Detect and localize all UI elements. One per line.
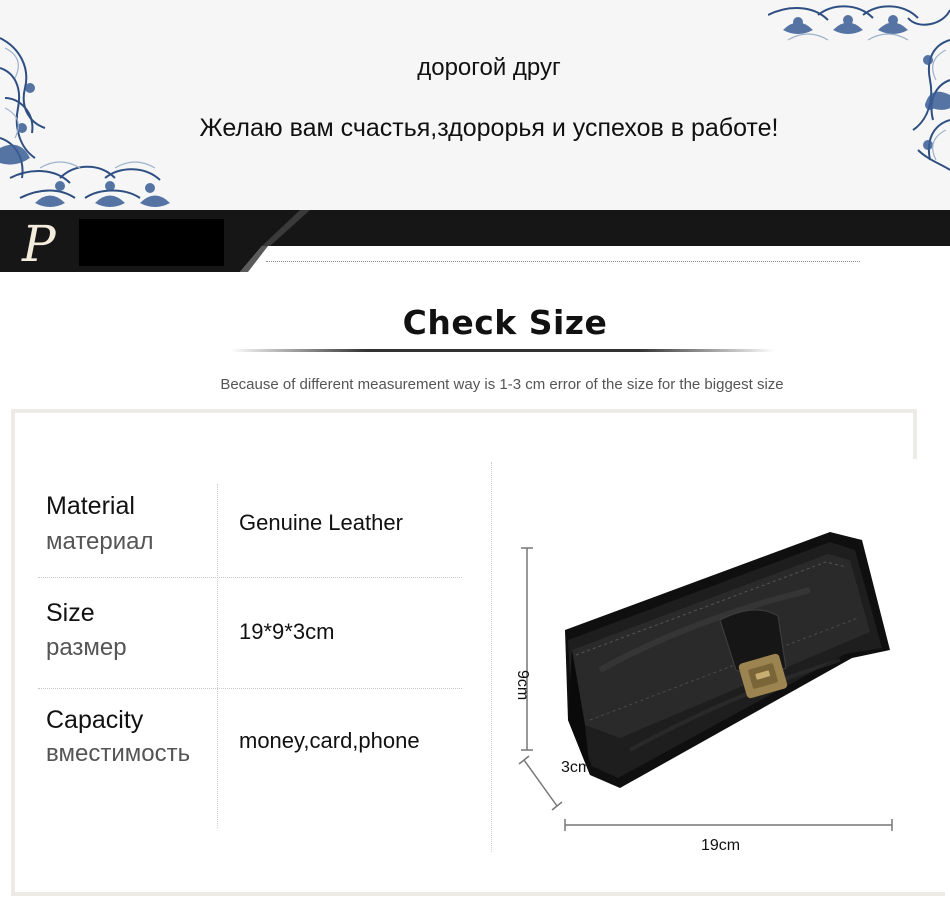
spec-row-divider [38, 577, 462, 578]
dimension-depth-label: 3cm [561, 759, 592, 776]
dimension-height-label: 9cm [514, 670, 531, 701]
brand-name-redacted [79, 219, 224, 266]
greeting-title: дорогой друг [417, 54, 561, 81]
spec-label-material: Material [46, 492, 135, 520]
wallet-photo [510, 520, 920, 850]
spec-label-capacity-ru: вместимость [46, 740, 191, 767]
title-underline [230, 349, 775, 352]
spec-label-capacity: Capacity [46, 706, 144, 734]
wallet-body [565, 532, 890, 788]
panel-corner-bottom [905, 892, 945, 896]
spec-label-material-ru: материал [46, 528, 154, 555]
spec-label-size-ru: размер [46, 634, 127, 661]
spec-value-capacity: money,card,phone [239, 728, 420, 753]
brand-logo-icon: P [22, 215, 56, 273]
size-note: Because of different measurement way is 1-3 cm error of the size for the biggest size [220, 376, 784, 393]
corner-ornament-right-icon [768, 0, 950, 180]
panel-corner-top [913, 409, 917, 459]
spec-image-divider [491, 462, 492, 852]
spec-value-size: 19*9*3cm [239, 619, 335, 644]
spec-row-divider [38, 688, 462, 689]
spec-label-size: Size [46, 599, 95, 627]
greeting-header [0, 0, 950, 212]
greeting-message: Желаю вам счастья,здорорья и успехов в работе! [199, 114, 779, 142]
section-title: Check Size [402, 303, 608, 342]
depth-dimension-line [519, 756, 562, 810]
banner-divider [266, 261, 860, 262]
width-dimension-line [565, 819, 892, 831]
spec-value-material: Genuine Leather [239, 510, 403, 535]
height-dimension-line [521, 548, 533, 750]
dimension-width-label: 19cm [701, 837, 741, 854]
spec-column-divider [217, 484, 218, 828]
